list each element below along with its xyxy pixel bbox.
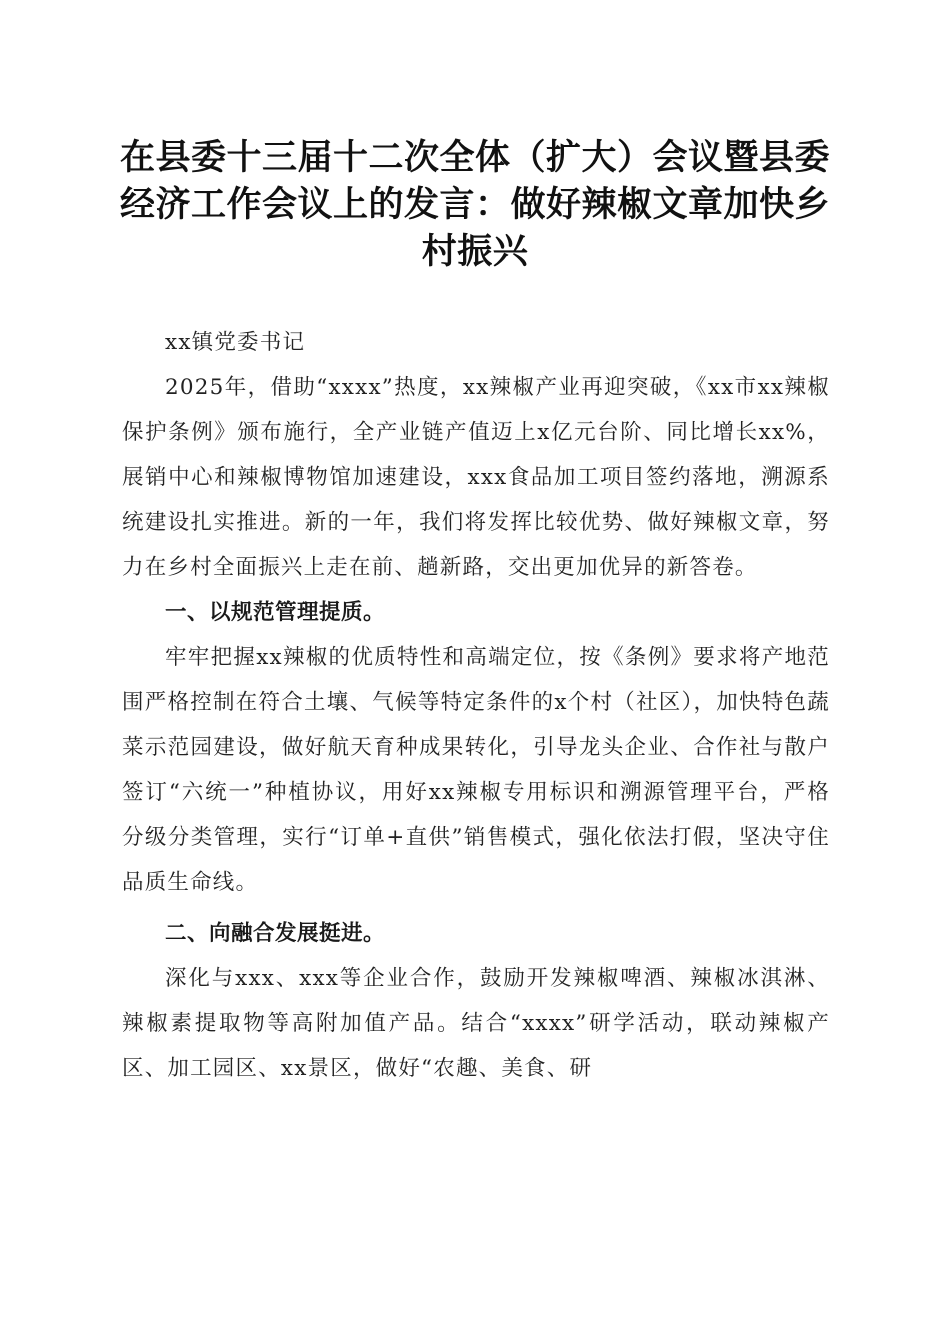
section-heading-1: 一、以规范管理提质。 [165,600,386,625]
document-title: 在县委十三届十二次全体（扩大）会议暨县委经济工作会议上的发言：做好辣椒文章加快乡村振兴 [119,137,830,272]
document-body [122,320,830,1091]
section-heading-2: 二、向融合发展挺进。 [165,921,386,946]
section-paragraph-2: 深化与xxx、xxx等企业合作，鼓励开发辣椒啤酒、辣椒冰淇淋、辣椒素提取物等高附加值产品。结合“xxxx”研学活动，联动辣椒产区、加工园区、xx景区，做好“农趣、美食、研 [122,966,830,1081]
section-paragraph-1: 牢牢把握xx辣椒的优质特性和高端定位，按《条例》要求将产地范围严格控制在符合土壤、气候等特定条件的x个村（社区），加快特色蔬菜示范园建设，做好航天育种成果转化，引导龙头企业、合作社与散户签订“六统一”种植协议，用好xx辣椒专用标识和溯源管理平台，严格分级分类管理，实行“订单+直供”销售模式，强化依法打假，坚决守住品质生命线。 [122,645,830,895]
intro-paragraph: 2025年，借助“xxxx”热度，xx辣椒产业再迎突破，《xx市xx辣椒保护条例》颁布施行，全产业链产值迈上x亿元台阶、同比增长xx%，展销中心和辣椒博物馆加速建设，xxx食品加工项目签约落地，溯源系统建设扎实推进。新的一年，我们将发挥比较优势、做好辣椒文章，努力在乡村全面振兴上走在前、趟新路，交出更加优异的新答卷。 [122,375,830,580]
author-line: xx镇党委书记 [165,330,306,355]
